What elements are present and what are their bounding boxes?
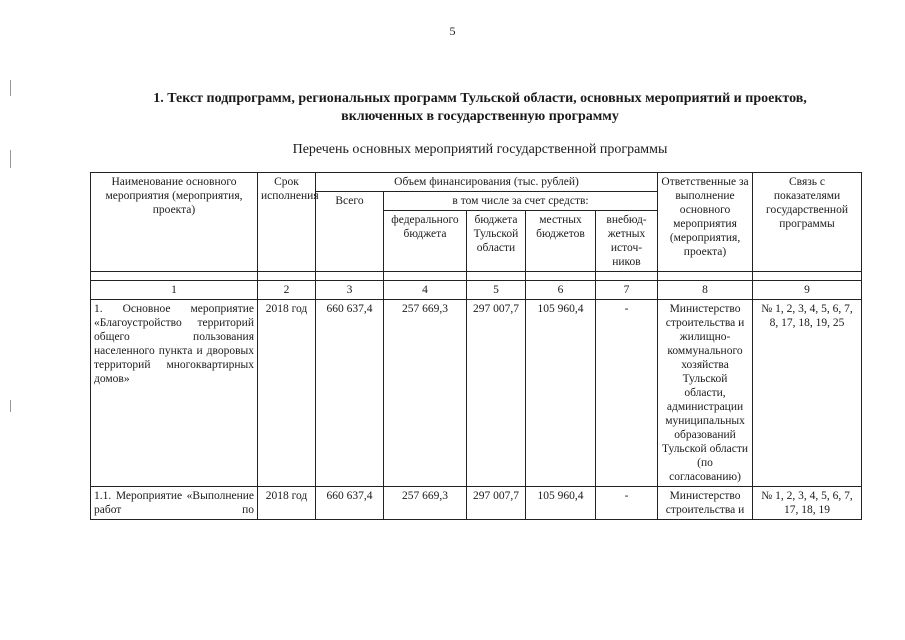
- scan-edge-mark: [10, 80, 11, 96]
- header-gap: [91, 272, 862, 281]
- header-including: в том числе за счет средств:: [384, 192, 658, 211]
- header-regional: бюджета Тульской области: [467, 211, 526, 272]
- column-number: 6: [526, 281, 596, 300]
- cell-federal: 257 669,3: [384, 487, 467, 520]
- header-total: Всего: [316, 192, 384, 272]
- column-number: 3: [316, 281, 384, 300]
- scan-edge-mark: [10, 400, 11, 412]
- column-number: 8: [658, 281, 753, 300]
- cell-regional: 297 007,7: [467, 300, 526, 487]
- cell-term: 2018 год: [258, 300, 316, 487]
- cell-local: 105 960,4: [526, 487, 596, 520]
- column-number: 2: [258, 281, 316, 300]
- cell-link: № 1, 2, 3, 4, 5, 6, 7, 8, 17, 18, 19, 25: [753, 300, 862, 487]
- table-caption: Перечень основных мероприятий государственной программы: [292, 142, 668, 157]
- cell-local: 105 960,4: [526, 300, 596, 487]
- header-responsible: Ответственные за выполнение основного мероприятия (мероприятия, проекта): [658, 173, 753, 272]
- column-number-row: [91, 281, 862, 300]
- header-link: Связь с показателями государственной программы: [753, 173, 862, 272]
- column-number: 7: [596, 281, 658, 300]
- header-funding: Объем финансирования (тыс. рублей): [316, 173, 658, 192]
- column-number: 4: [384, 281, 467, 300]
- scan-edge-mark: [10, 150, 11, 168]
- table-row: [91, 487, 862, 520]
- header-name: Наименование основного мероприятия (мероприятия, проекта): [91, 173, 258, 272]
- column-number: 5: [467, 281, 526, 300]
- heading-line-1: 1. Текст подпрограмм, региональных программ Тульской области, основных мероприятий и проектов,: [153, 91, 807, 106]
- cell-federal: 257 669,3: [384, 300, 467, 487]
- cell-regional: 297 007,7: [467, 487, 526, 520]
- cell-name: 1. Основное мероприятие «Благоустройство территорий общего пользования населенного пункта и дворовых территорий многоквартирных домов»: [91, 300, 258, 487]
- header-federal: федерального бюджета: [384, 211, 467, 272]
- column-number: 9: [753, 281, 862, 300]
- column-number: 1: [91, 281, 258, 300]
- cell-name: 1.1. Мероприятие «Выполнение работ по: [91, 487, 258, 520]
- table-row: [91, 300, 862, 487]
- cell-responsible: Министерство строительства и жилищно-коммунального хозяйства Тульской области, администрации муниципальных образований Тульской области (по согласованию): [658, 300, 753, 487]
- cell-link: № 1, 2, 3, 4, 5, 6, 7, 17, 18, 19: [753, 487, 862, 520]
- header-extra: внебюд-жетных источ-ников: [596, 211, 658, 272]
- cell-responsible: Министерство строительства и: [658, 487, 753, 520]
- section-heading: [90, 90, 870, 126]
- cell-extra: -: [596, 300, 658, 487]
- page-number: 5: [449, 24, 456, 38]
- header-local: местных бюджетов: [526, 211, 596, 272]
- measures-table: [90, 172, 862, 520]
- cell-extra: -: [596, 487, 658, 520]
- cell-total: 660 637,4: [316, 300, 384, 487]
- cell-total: 660 637,4: [316, 487, 384, 520]
- heading-line-2: включенных в государственную программу: [341, 109, 619, 124]
- header-term: Срок исполнения: [258, 173, 316, 272]
- cell-term: 2018 год: [258, 487, 316, 520]
